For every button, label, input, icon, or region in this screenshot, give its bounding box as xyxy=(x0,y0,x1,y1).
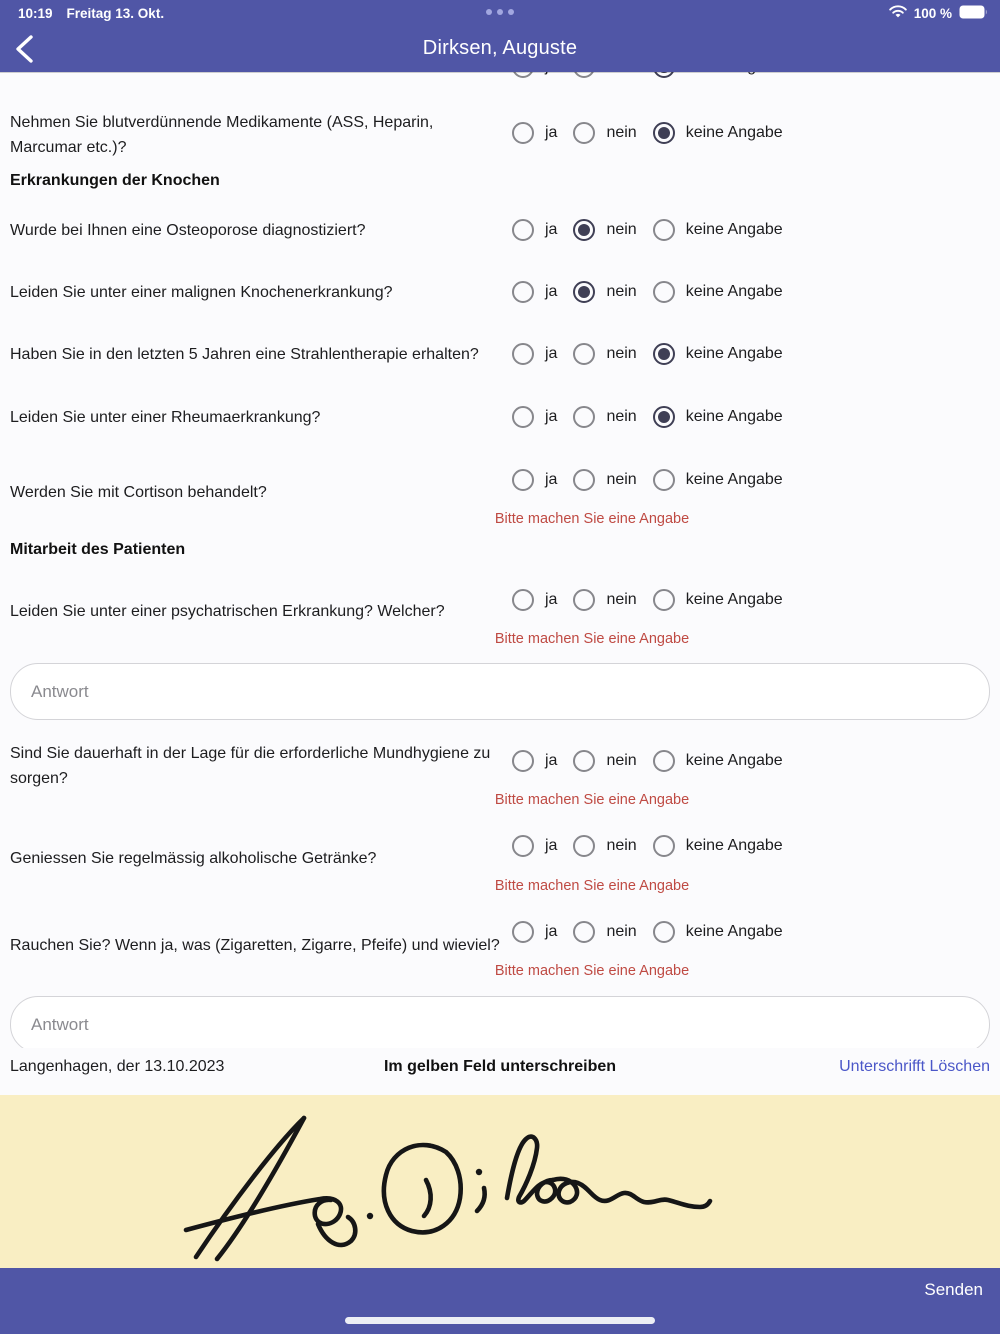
radio-group xyxy=(512,281,799,303)
radio-ja[interactable] xyxy=(512,219,534,241)
question-text: Leiden Sie unter einer psychatrischen Erkrankung? Welcher? xyxy=(10,603,445,620)
question-text: Nehmen Sie blutverdünnende Medikamente (ASS, Heparin, Marcumar etc.)? xyxy=(10,114,434,156)
radio-label-keine-angabe[interactable]: keine Angabe xyxy=(685,591,783,608)
radio-ja[interactable] xyxy=(512,406,534,428)
radio-group xyxy=(512,589,799,611)
radio-keine-angabe[interactable] xyxy=(653,122,675,144)
radio-group xyxy=(512,343,799,365)
multitask-dots-icon xyxy=(486,9,514,15)
radio-label-nein[interactable]: nein xyxy=(606,837,637,854)
radio-ja[interactable] xyxy=(512,921,534,943)
radio-ja[interactable] xyxy=(512,122,534,144)
radio-label-nein[interactable]: nein xyxy=(606,752,637,769)
radio-nein[interactable] xyxy=(573,122,595,144)
signature-pad[interactable] xyxy=(0,1095,1000,1268)
validation-message: Bitte machen Sie eine Angabe xyxy=(494,963,690,979)
radio-label-nein[interactable]: nein xyxy=(606,471,637,488)
radio-keine-angabe[interactable] xyxy=(653,835,675,857)
page-title: Dirksen, Auguste xyxy=(422,37,578,59)
status-date: Freitag 13. Okt. xyxy=(66,6,165,21)
radio-ja[interactable] xyxy=(512,750,534,772)
radio-label-keine-angabe[interactable]: keine Angabe xyxy=(685,124,783,141)
radio-keine-angabe[interactable] xyxy=(653,281,675,303)
section-heading-bones: Erkrankungen der Knochen xyxy=(10,172,220,189)
question-text: Leiden Sie unter einer malignen Knochenerkrankung? xyxy=(10,284,393,301)
radio-nein[interactable] xyxy=(573,750,595,772)
header-bar xyxy=(0,0,1000,72)
validation-message: Bitte machen Sie eine Angabe xyxy=(494,511,690,527)
radio-keine-angabe[interactable] xyxy=(653,219,675,241)
radio-group xyxy=(512,750,799,772)
battery-icon xyxy=(959,5,988,22)
question-text: Rauchen Sie? Wenn ja, was (Zigaretten, Zigarre, Pfeife) und wieviel? xyxy=(10,937,500,954)
radio-label-ja[interactable]: ja xyxy=(545,591,558,608)
radio-label-keine-angabe[interactable]: keine Angabe xyxy=(685,283,783,300)
question-text: Haben Sie in den letzten 5 Jahren eine Strahlentherapie erhalten? xyxy=(10,346,479,363)
radio-keine-angabe[interactable] xyxy=(653,589,675,611)
radio-nein[interactable] xyxy=(573,469,595,491)
battery-percent: 100 % xyxy=(913,6,952,21)
answer-input-smoking[interactable] xyxy=(10,996,990,1053)
radio-label-nein[interactable]: nein xyxy=(606,283,637,300)
question-text: Leiden Sie unter einer Rheumaerkrankung? xyxy=(10,409,321,426)
section-heading-cooperation: Mitarbeit des Patienten xyxy=(10,541,186,558)
radio-nein[interactable] xyxy=(573,343,595,365)
navigation-bar xyxy=(0,28,1000,72)
validation-message: Bitte machen Sie eine Angabe xyxy=(494,792,690,808)
radio-label-keine-angabe[interactable]: keine Angabe xyxy=(685,408,783,425)
radio-keine-angabe[interactable] xyxy=(653,343,675,365)
signature-caption-row xyxy=(0,1048,1000,1095)
answer-input-psychiatric[interactable] xyxy=(10,663,990,720)
radio-group xyxy=(512,469,799,491)
radio-keine-angabe[interactable] xyxy=(653,406,675,428)
radio-label-keine-angabe[interactable]: keine Angabe xyxy=(685,345,783,362)
radio-label-keine-angabe[interactable]: keine Angabe xyxy=(685,837,783,854)
radio-label-keine-angabe[interactable]: keine Angabe xyxy=(685,221,783,238)
radio-label-ja[interactable]: ja xyxy=(545,345,558,362)
radio-group xyxy=(512,122,799,144)
radio-label-ja[interactable]: ja xyxy=(545,408,558,425)
radio-label-keine-angabe[interactable]: keine Angabe xyxy=(685,752,783,769)
wifi-icon xyxy=(889,5,907,22)
radio-label-ja[interactable]: ja xyxy=(545,837,558,854)
radio-keine-angabe[interactable] xyxy=(653,469,675,491)
radio-group xyxy=(512,219,799,241)
radio-nein[interactable] xyxy=(573,406,595,428)
radio-ja[interactable] xyxy=(512,469,534,491)
radio-label-nein[interactable]: nein xyxy=(606,591,637,608)
radio-nein[interactable] xyxy=(573,921,595,943)
question-text: Wurde bei Ihnen eine Osteoporose diagnostiziert? xyxy=(10,222,366,239)
send-button[interactable]: Senden xyxy=(924,1280,983,1299)
sign-hint-text: Im gelben Feld unterschreiben xyxy=(383,1058,617,1075)
radio-group xyxy=(512,406,799,428)
validation-message: Bitte machen Sie eine Angabe xyxy=(494,878,690,894)
radio-label-nein[interactable]: nein xyxy=(606,923,637,940)
validation-message: Bitte machen Sie eine Angabe xyxy=(494,631,690,647)
radio-keine-angabe[interactable] xyxy=(653,921,675,943)
clear-signature-link[interactable]: Unterschrifft Löschen xyxy=(839,1058,990,1075)
radio-nein[interactable] xyxy=(573,219,595,241)
question-text: Sind Sie dauerhaft in der Lage für die erforderliche Mundhygiene zu sorgen? xyxy=(10,745,491,787)
home-indicator[interactable] xyxy=(345,1317,655,1324)
radio-nein[interactable] xyxy=(573,835,595,857)
place-date-text: Langenhagen, der 13.10.2023 xyxy=(10,1058,225,1075)
status-time: 10:19 xyxy=(18,6,53,21)
radio-ja[interactable] xyxy=(512,835,534,857)
radio-label-nein[interactable]: nein xyxy=(606,345,637,362)
radio-label-keine-angabe[interactable]: keine Angabe xyxy=(685,923,783,940)
radio-label-keine-angabe[interactable]: keine Angabe xyxy=(685,471,783,488)
radio-nein[interactable] xyxy=(573,589,595,611)
question-text: Werden Sie mit Cortison behandelt? xyxy=(10,484,267,501)
radio-nein[interactable] xyxy=(573,281,595,303)
bottom-toolbar xyxy=(0,1268,1000,1334)
radio-label-ja[interactable]: ja xyxy=(545,471,558,488)
radio-label-ja[interactable]: ja xyxy=(545,283,558,300)
signature-drawing xyxy=(0,1095,1000,1268)
radio-ja[interactable] xyxy=(512,343,534,365)
radio-label-nein[interactable]: nein xyxy=(606,221,637,238)
radio-keine-angabe[interactable] xyxy=(653,750,675,772)
question-text: Geniessen Sie regelmässig alkoholische Getränke? xyxy=(10,850,377,867)
radio-label-nein[interactable]: nein xyxy=(606,408,637,425)
radio-ja[interactable] xyxy=(512,281,534,303)
status-bar xyxy=(0,0,1000,28)
radio-group xyxy=(512,921,799,943)
radio-label-ja[interactable]: ja xyxy=(545,124,558,141)
radio-label-ja[interactable]: ja xyxy=(545,752,558,769)
radio-group xyxy=(512,835,799,857)
radio-ja[interactable] xyxy=(512,589,534,611)
radio-label-nein[interactable]: nein xyxy=(606,124,637,141)
radio-label-ja[interactable]: ja xyxy=(545,221,558,238)
radio-label-ja[interactable]: ja xyxy=(545,923,558,940)
